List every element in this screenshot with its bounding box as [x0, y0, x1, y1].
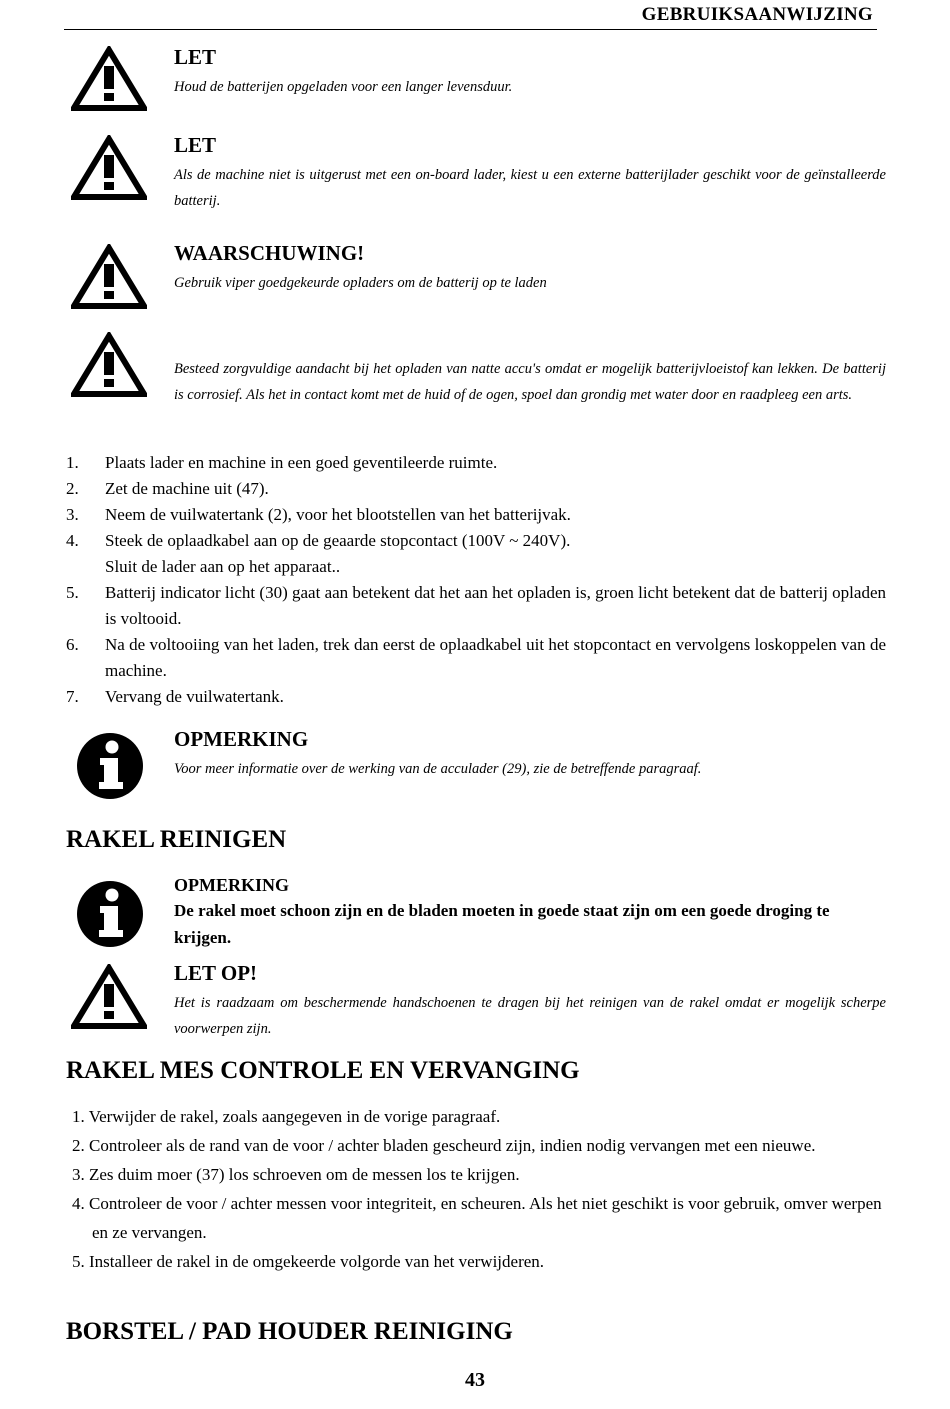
list-item: 5. Batterij indicator licht (30) gaat aan betekent dat het aan het opladen is, groen licht betekent dat de batterij opladen is voltooid.	[66, 583, 886, 628]
notice-title: WAARSCHUWING!	[174, 241, 365, 265]
list-item: 3. Zes duim moer (37) los schroeven om de messen los te krijgen.	[72, 1165, 520, 1184]
notice-text: Het is raadzaam om beschermende handschoenen te dragen bij het reinigen van de rakel omdat er mogelijk scherpe voorwerpen zijn.	[174, 995, 886, 1037]
notice-text: Houd de batterijen opgeladen voor een langer levensduur.	[174, 79, 513, 95]
rakel-mes-steps-list	[66, 1102, 886, 1276]
info-note-rakel	[64, 873, 886, 953]
notice-title: LET	[174, 133, 217, 157]
notice-waarschuwing	[64, 240, 886, 316]
list-item: 5. Installeer de rakel in de omgekeerde volgorde van het verwijderen.	[72, 1252, 545, 1271]
list-item: 3. Neem de vuilwatertank (2), voor het blootstellen van het batterijvak.	[66, 505, 571, 524]
notice-let-1	[64, 44, 886, 116]
notice-text: Gebruik viper goedgekeurde opladers om de batterij op te laden	[174, 275, 547, 291]
info-icon	[76, 732, 144, 800]
info-note-acculader	[64, 726, 886, 806]
page-number: 43	[465, 1369, 485, 1391]
info-icon	[76, 880, 144, 948]
warning-let-op	[64, 960, 886, 1040]
list-item: 1. Verwijder de rakel, zoals aangegeven in de vorige paragraaf.	[72, 1107, 501, 1126]
warning-triangle-icon	[71, 46, 147, 112]
notice-let-2	[64, 132, 886, 212]
warning-triangle-icon	[71, 135, 147, 201]
warning-triangle-icon	[71, 244, 147, 310]
notice-title: OPMERKING	[174, 875, 289, 895]
list-item: 7. Vervang de vuilwatertank.	[66, 687, 284, 706]
notice-title: OPMERKING	[174, 727, 309, 751]
list-item: 1. Plaats lader en machine in een goed geventileerde ruimte.	[66, 453, 498, 472]
list-item: 4. Steek de oplaadkabel aan op de geaarde stopcontact (100V ~ 240V). Sluit de lader aan op het apparaat..	[66, 531, 571, 576]
list-item: 6. Na de voltooiing van het laden, trek dan eerst de oplaadkabel uit het stopcontact en vervolgens loskoppelen van de machine.	[66, 635, 886, 680]
running-header: GEBRUIKSAANWIJZING	[641, 4, 873, 25]
notice-text: Als de machine niet is uitgerust met een on-board lader, kiest u een externe batterijlader geschikt voor de geïnstalleerde batterij.	[174, 167, 886, 209]
notice-battery-acid	[64, 332, 886, 436]
section-title-rakel-mes: RAKEL MES CONTROLE EN VERVANGING	[66, 1057, 580, 1084]
notice-text: Voor meer informatie over de werking van de acculader (29), zie de betreffende paragraaf.	[174, 761, 702, 777]
warning-triangle-icon	[71, 964, 147, 1030]
header-divider	[64, 29, 877, 30]
list-item: 2. Controleer als de rand van de voor / achter bladen gescheurd zijn, indien nodig vervangen met een nieuwe.	[72, 1136, 816, 1155]
section-title-rakel-reinigen: RAKEL REINIGEN	[66, 826, 287, 853]
notice-title: LET	[174, 45, 217, 69]
charging-steps-list	[66, 450, 886, 710]
notice-title: LET OP!	[174, 961, 258, 985]
list-item: 4. Controleer de voor / achter messen voor integriteit, en scheuren. Als het niet geschikt is voor gebruik, omver werpen en ze vervangen.	[72, 1194, 882, 1242]
notice-text: De rakel moet schoon zijn en de bladen moeten in goede staat zijn om een goede droging te krijgen.	[174, 901, 830, 947]
section-title-borstel: BORSTEL / PAD HOUDER REINIGING	[66, 1318, 513, 1345]
notice-text: Besteed zorgvuldige aandacht bij het opladen van natte accu's omdat er mogelijk batterijvloeistof kan lekken. De batterij is corrosief. Als het in contact komt met de huid of de ogen, spoel dan grondig met water door en raadpleeg een arts.	[174, 361, 886, 403]
list-item: 2. Zet de machine uit (47).	[66, 479, 269, 498]
warning-triangle-icon	[71, 332, 147, 398]
